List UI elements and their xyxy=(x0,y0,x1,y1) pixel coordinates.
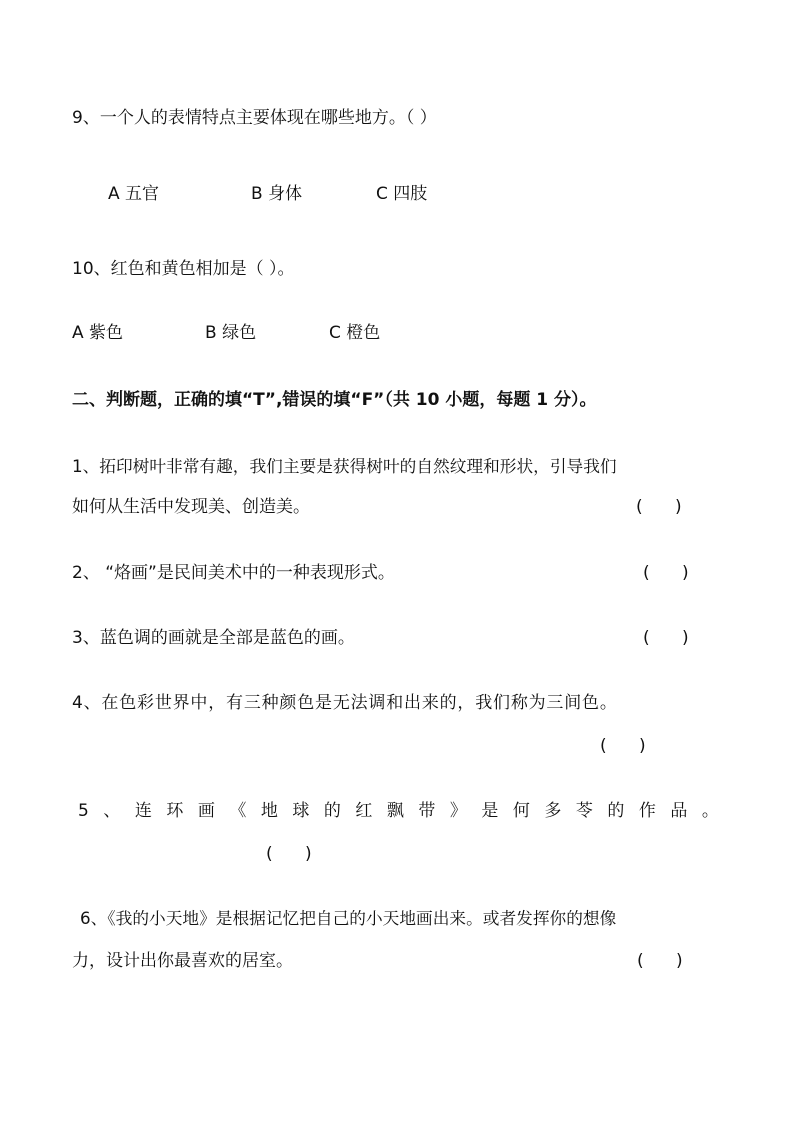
section-2-heading: 二、判断题，正确的填“T”,错误的填“F”（共 10 小题，每题 1 分）。 xyxy=(72,390,597,410)
question-10-text: 10、红色和黄色相加是（ ）。 xyxy=(72,259,295,279)
tf-1-line-1: 1、拓印树叶非常有趣，我们主要是获得树叶的自然纹理和形状，引导我们 xyxy=(72,456,617,476)
question-10-option-b: B 绿色 xyxy=(205,323,257,343)
tf-3-answer-blank[interactable]: ( ) xyxy=(643,628,689,648)
tf-6-line-2: 力，设计出你最喜欢的居室。 xyxy=(72,951,293,971)
tf-3-text: 3、蓝色调的画就是全部是蓝色的画。 xyxy=(72,628,355,648)
question-10-option-c: C 橙色 xyxy=(329,323,381,343)
question-9-option-c: C 四肢 xyxy=(376,184,428,204)
tf-5-answer-blank[interactable]: ( ) xyxy=(266,844,312,864)
question-9-option-b: B 身体 xyxy=(251,184,303,204)
tf-5-text: 5、连环画《地球的红飘带》是何多苓的作品。 xyxy=(78,801,734,821)
tf-4-text: 4、在色彩世界中，有三种颜色是无法调和出来的，我们称为三间色。 xyxy=(72,693,618,713)
tf-2-answer-blank[interactable]: ( ) xyxy=(643,563,689,583)
tf-1-answer-blank[interactable]: ( ) xyxy=(636,497,682,517)
question-9-text: 9、一个人的表情特点主要体现在哪些地方。（ ） xyxy=(72,108,437,128)
tf-4-answer-blank[interactable]: ( ) xyxy=(600,736,646,756)
tf-2-text: 2、 “烙画”是民间美术中的一种表现形式。 xyxy=(72,563,395,583)
tf-1-line-2: 如何从生活中发现美、创造美。 xyxy=(72,497,310,517)
question-10-option-a: A 紫色 xyxy=(72,323,124,343)
tf-6-answer-blank[interactable]: ( ) xyxy=(637,951,683,971)
tf-6-line-1: 6、《我的小天地》是根据记忆把自己的小天地画出来。或者发挥你的想像 xyxy=(80,908,617,928)
question-9-option-a: A 五官 xyxy=(108,184,160,204)
